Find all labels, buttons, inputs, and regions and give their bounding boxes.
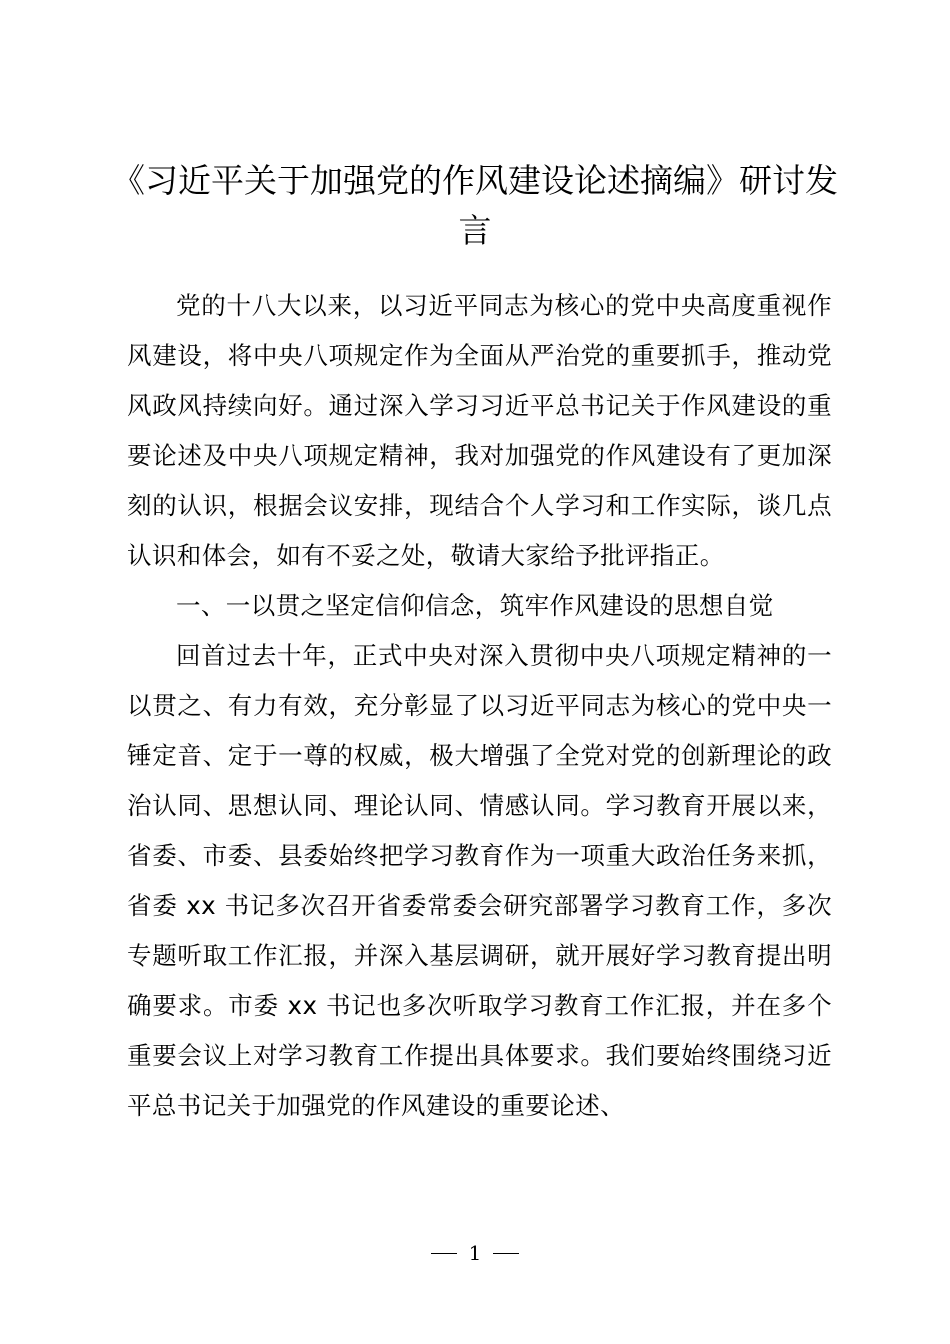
section-heading: 一、一以贯之坚定信仰信念，筑牢作风建设的思想自觉 [176, 591, 774, 620]
footer-right-dash [493, 1253, 519, 1254]
page-footer [0, 1238, 950, 1268]
footer-left-dash [431, 1253, 457, 1254]
document-body [127, 281, 832, 1131]
page-number: 1 [468, 1241, 482, 1265]
section-paragraph: 回首过去十年，正式中央对深入贯彻中央八项规定精神的一以贯之、有力有效，充分彰显了以习近平同志为核心的党中央一锤定音、定于一尊的权威，极大增强了全党对党的创新理论的政治认同、思想认同、理论认同、情感认同。学习教育开展以来，省委、市委、县委始终把学习教育作为一项重大政治任务来抓，省委 xx 书记多次召开省委常委会研究部署学习教育工作，多次专题听取工作汇报，并深入基层调研，就开展好学习教育提出明确要求。市委 xx 书记也多次听取学习教育工作汇报，并在多个重要会议上对学习教育工作提出具体要求。我们要始终围绕习近平总书记关于加强党的作风建设的重要论述、 [127, 641, 832, 1120]
intro-paragraph: 党的十八大以来，以习近平同志为核心的党中央高度重视作风建设，将中央八项规定作为全面从严治党的重要抓手，推动党风政风持续向好。通过深入学习习近平总书记关于作风建设的重要论述及中央八项规定精神，我对加强党的作风建设有了更加深刻的认识，根据会议安排，现结合个人学习和工作实际，谈几点认识和体会，如有不妥之处，敬请大家给予批评指正。 [127, 291, 832, 570]
document-title: 《习近平关于加强党的作风建设论述摘编》研讨发言 [112, 161, 838, 250]
